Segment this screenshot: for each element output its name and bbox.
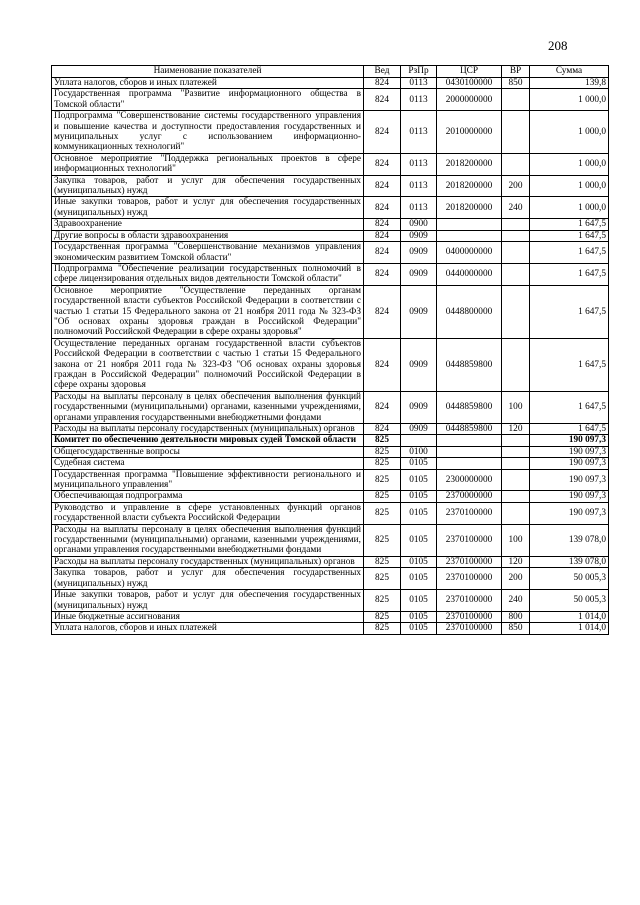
table-row [52, 78, 609, 89]
cell-rzpr: 0105 [401, 524, 437, 556]
cell-vr [502, 435, 530, 446]
cell-rzpr: 0113 [401, 78, 437, 89]
cell-rzpr: 0105 [401, 623, 437, 634]
cell-sum: 50 005,3 [530, 590, 609, 612]
cell-csr: 2010000000 [437, 111, 502, 154]
cell-sum: 1 647,5 [530, 263, 609, 285]
cell-rzpr: 0105 [401, 458, 437, 469]
cell-csr: 2370100000 [437, 590, 502, 612]
cell-vr [502, 89, 530, 111]
cell-rzpr: 0100 [401, 446, 437, 457]
cell-ved: 825 [364, 623, 401, 634]
cell-vr [502, 153, 530, 175]
cell-ved: 824 [364, 197, 401, 219]
cell-ved: 825 [364, 458, 401, 469]
cell-csr: 2370100000 [437, 502, 502, 524]
budget-table [51, 65, 609, 635]
cell-name: Иные бюджетные ассигнования [52, 611, 364, 622]
cell-name: Расходы на выплаты персоналу государственных (муниципальных) органов [52, 556, 364, 567]
cell-vr [502, 491, 530, 502]
cell-csr [437, 219, 502, 230]
table-row [52, 175, 609, 197]
cell-vr: 100 [502, 391, 530, 423]
table-row [52, 197, 609, 219]
table-row [52, 89, 609, 111]
cell-ved: 824 [364, 285, 401, 338]
cell-vr: 800 [502, 611, 530, 622]
cell-csr: 0430100000 [437, 78, 502, 89]
table-row [52, 391, 609, 423]
cell-csr: 2018200000 [437, 175, 502, 197]
cell-name: Обеспечивающая подпрограмма [52, 491, 364, 502]
cell-csr: 0448800000 [437, 285, 502, 338]
cell-vr: 100 [502, 524, 530, 556]
cell-sum: 1 000,0 [530, 153, 609, 175]
cell-name: Осуществление переданных органам государственной власти субъектов Российской Федерации в соответствии с частью 1 статьи 15 Федерального закона от 21 ноября 2011 года № 323-ФЗ "Об основах охраны здоровья граждан в Российской Федерации" полномочий Российской Федерации в сфере охраны здоровья [52, 338, 364, 391]
table-row [52, 556, 609, 567]
cell-sum: 1 647,5 [530, 338, 609, 391]
cell-rzpr: 0909 [401, 285, 437, 338]
table-body [52, 78, 609, 635]
cell-rzpr: 0105 [401, 611, 437, 622]
cell-name: Подпрограмма "Совершенствование системы государственного управления и повышение качества и доступности предоставления государственных и муниципальных услуг с использованием информационно-коммуникационных технологий" [52, 111, 364, 154]
table-row [52, 611, 609, 622]
cell-ved: 825 [364, 556, 401, 567]
cell-sum: 190 097,3 [530, 491, 609, 502]
cell-sum: 1 647,5 [530, 219, 609, 230]
cell-sum: 190 097,3 [530, 469, 609, 491]
cell-name: Расходы на выплаты персоналу в целях обеспечения выполнения функций государственными (муниципальными) органами, казенными учреждениями, органами управления государственными внебюджетными фондами [52, 391, 364, 423]
table-row [52, 424, 609, 435]
cell-sum: 1 000,0 [530, 197, 609, 219]
cell-rzpr: 0113 [401, 89, 437, 111]
cell-csr: 0440000000 [437, 263, 502, 285]
header-vr: ВР [502, 66, 530, 78]
cell-rzpr: 0113 [401, 175, 437, 197]
cell-csr: 2370100000 [437, 556, 502, 567]
cell-vr [502, 219, 530, 230]
cell-ved: 824 [364, 424, 401, 435]
cell-vr [502, 263, 530, 285]
cell-ved: 825 [364, 446, 401, 457]
cell-csr: 0448859800 [437, 338, 502, 391]
cell-vr: 240 [502, 197, 530, 219]
cell-ved: 824 [364, 78, 401, 89]
cell-name: Подпрограмма "Обеспечение реализации государственных полномочий в сфере лицензирования отдельных видов деятельности Томской области" [52, 263, 364, 285]
table-row [52, 230, 609, 241]
cell-ved: 824 [364, 111, 401, 154]
table-row [52, 502, 609, 524]
cell-rzpr: 0909 [401, 424, 437, 435]
table-row [52, 111, 609, 154]
cell-name: Расходы на выплаты персоналу государственных (муниципальных) органов [52, 424, 364, 435]
table-row [52, 446, 609, 457]
cell-vr [502, 338, 530, 391]
cell-sum: 1 647,5 [530, 242, 609, 264]
cell-ved: 824 [364, 230, 401, 241]
cell-sum: 139,8 [530, 78, 609, 89]
cell-name: Государственная программа "Совершенствование механизмов управления экономическим развитием Томской области" [52, 242, 364, 264]
table-row [52, 285, 609, 338]
cell-name: Иные закупки товаров, работ и услуг для обеспечения государственных (муниципальных) нужд [52, 590, 364, 612]
cell-rzpr: 0105 [401, 491, 437, 502]
cell-csr: 2370000000 [437, 491, 502, 502]
cell-sum: 190 097,3 [530, 458, 609, 469]
table-row [52, 458, 609, 469]
cell-ved: 825 [364, 568, 401, 590]
cell-ved: 825 [364, 524, 401, 556]
cell-rzpr: 0909 [401, 242, 437, 264]
cell-name: Судебная система [52, 458, 364, 469]
cell-name: Общегосударственные вопросы [52, 446, 364, 457]
header-ved: Вед [364, 66, 401, 78]
cell-rzpr: 0113 [401, 111, 437, 154]
cell-sum: 190 097,3 [530, 502, 609, 524]
cell-sum: 50 005,3 [530, 568, 609, 590]
cell-ved: 825 [364, 435, 401, 446]
cell-vr: 850 [502, 623, 530, 634]
cell-vr: 240 [502, 590, 530, 612]
cell-csr: 2370100000 [437, 568, 502, 590]
table-row [52, 338, 609, 391]
cell-vr: 850 [502, 78, 530, 89]
header-name: Наименование показателей [52, 66, 364, 78]
cell-csr: 2018200000 [437, 153, 502, 175]
cell-sum: 190 097,3 [530, 446, 609, 457]
cell-ved: 825 [364, 590, 401, 612]
cell-csr: 2370100000 [437, 611, 502, 622]
table-row [52, 219, 609, 230]
cell-rzpr [401, 435, 437, 446]
cell-csr: 0400000000 [437, 242, 502, 264]
cell-name: Уплата налогов, сборов и иных платежей [52, 623, 364, 634]
table-row [52, 590, 609, 612]
cell-sum: 1 000,0 [530, 89, 609, 111]
cell-rzpr: 0909 [401, 263, 437, 285]
table-row [52, 623, 609, 634]
cell-vr: 200 [502, 568, 530, 590]
cell-csr [437, 446, 502, 457]
table-row [52, 242, 609, 264]
cell-vr [502, 458, 530, 469]
cell-vr [502, 446, 530, 457]
cell-ved: 824 [364, 338, 401, 391]
table-row [52, 435, 609, 446]
table-row [52, 153, 609, 175]
header-csr: ЦСР [437, 66, 502, 78]
cell-ved: 824 [364, 242, 401, 264]
cell-sum: 190 097,3 [530, 435, 609, 446]
table-row [52, 568, 609, 590]
table-row [52, 491, 609, 502]
cell-sum: 1 647,5 [530, 230, 609, 241]
cell-ved: 825 [364, 469, 401, 491]
cell-vr [502, 469, 530, 491]
cell-ved: 824 [364, 89, 401, 111]
cell-ved: 824 [364, 175, 401, 197]
cell-rzpr: 0909 [401, 338, 437, 391]
cell-vr [502, 230, 530, 241]
cell-vr [502, 502, 530, 524]
cell-ved: 824 [364, 153, 401, 175]
cell-sum: 1 014,0 [530, 611, 609, 622]
cell-rzpr: 0105 [401, 556, 437, 567]
cell-csr: 0448859800 [437, 391, 502, 423]
header-sum: Сумма [530, 66, 609, 78]
cell-sum: 1 014,0 [530, 623, 609, 634]
cell-csr: 2300000000 [437, 469, 502, 491]
cell-sum: 1 647,5 [530, 285, 609, 338]
cell-vr [502, 242, 530, 264]
cell-rzpr: 0113 [401, 197, 437, 219]
cell-name: Иные закупки товаров, работ и услуг для обеспечения государственных (муниципальных) нужд [52, 197, 364, 219]
cell-rzpr: 0105 [401, 469, 437, 491]
cell-name: Государственная программа "Развитие информационного общества в Томской области" [52, 89, 364, 111]
cell-name: Основное мероприятие "Осуществление переданных органам государственной власти субъектов Российской Федерации в соответствии с частью 1 статьи 15 Федерального закона от 21 ноября 2011 года № 323-ФЗ "Об основах охраны здоровья граждан в Российской Федерации" полномочий Российской Федерации в сфере охраны здоровья" [52, 285, 364, 338]
cell-name: Здравоохранение [52, 219, 364, 230]
cell-csr [437, 230, 502, 241]
cell-sum: 1 000,0 [530, 175, 609, 197]
cell-csr: 2018200000 [437, 197, 502, 219]
cell-csr [437, 458, 502, 469]
cell-name: Закупка товаров, работ и услуг для обеспечения государственных (муниципальных) нужд [52, 568, 364, 590]
cell-sum: 139 078,0 [530, 524, 609, 556]
cell-name: Расходы на выплаты персоналу в целях обеспечения выполнения функций государственными (муниципальными) органами, казенными учреждениями, органами управления государственными внебюджетными фондами [52, 524, 364, 556]
cell-name: Основное мероприятие "Поддержка региональных проектов в сфере информационных технологий" [52, 153, 364, 175]
table-header-row [52, 66, 609, 78]
table-row [52, 263, 609, 285]
cell-rzpr: 0900 [401, 219, 437, 230]
cell-name: Закупка товаров, работ и услуг для обеспечения государственных (муниципальных) нужд [52, 175, 364, 197]
cell-rzpr: 0105 [401, 590, 437, 612]
cell-name: Государственная программа "Повышение эффективности регионального и муниципального управления" [52, 469, 364, 491]
cell-csr: 0448859800 [437, 424, 502, 435]
cell-name: Уплата налогов, сборов и иных платежей [52, 78, 364, 89]
cell-rzpr: 0105 [401, 568, 437, 590]
cell-csr [437, 435, 502, 446]
cell-ved: 824 [364, 391, 401, 423]
cell-vr: 120 [502, 424, 530, 435]
table-row [52, 524, 609, 556]
header-rzpr: РзПр [401, 66, 437, 78]
cell-sum: 139 078,0 [530, 556, 609, 567]
table-row [52, 469, 609, 491]
cell-rzpr: 0105 [401, 502, 437, 524]
cell-sum: 1 000,0 [530, 111, 609, 154]
cell-name: Руководство и управление в сфере установленных функций органов государственной власти субъекта Российской Федерации [52, 502, 364, 524]
cell-sum: 1 647,5 [530, 391, 609, 423]
cell-rzpr: 0909 [401, 391, 437, 423]
page-number: 208 [548, 38, 568, 53]
cell-csr: 2370100000 [437, 524, 502, 556]
cell-vr: 120 [502, 556, 530, 567]
cell-csr: 2000000000 [437, 89, 502, 111]
cell-ved: 825 [364, 502, 401, 524]
cell-ved: 825 [364, 611, 401, 622]
cell-vr: 200 [502, 175, 530, 197]
cell-csr: 2370100000 [437, 623, 502, 634]
cell-name: Комитет по обеспечению деятельности мировых судей Томской области [52, 435, 364, 446]
cell-ved: 824 [364, 219, 401, 230]
cell-vr [502, 285, 530, 338]
cell-ved: 825 [364, 491, 401, 502]
cell-ved: 824 [364, 263, 401, 285]
cell-name: Другие вопросы в области здравоохранения [52, 230, 364, 241]
cell-vr [502, 111, 530, 154]
cell-rzpr: 0909 [401, 230, 437, 241]
cell-rzpr: 0113 [401, 153, 437, 175]
cell-sum: 1 647,5 [530, 424, 609, 435]
